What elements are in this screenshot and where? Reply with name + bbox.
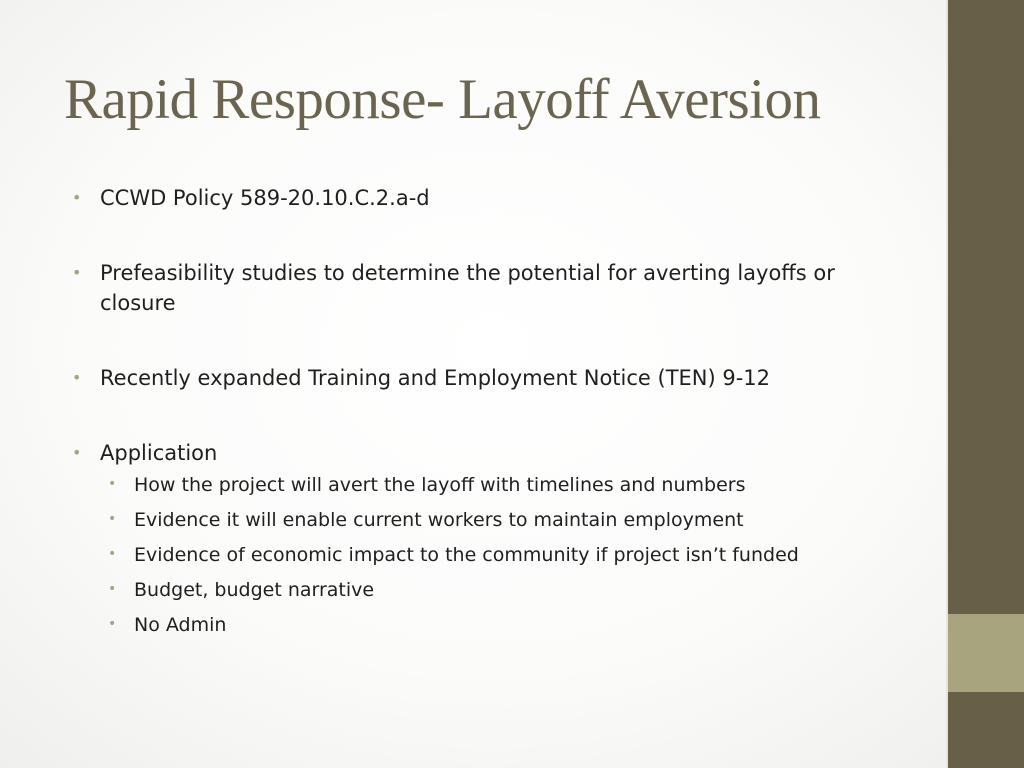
sub-bullet-item [72,505,912,535]
sub-bullet-dot-icon: • [108,511,117,527]
bullet-text: Prefeasibility studies to determine the potential for averting layoffs or closure [100,261,835,315]
sub-bullet-text: How the project will avert the layoff with timelines and numbers [134,474,746,496]
bullet-list [72,183,912,645]
sub-bullet-item [72,540,912,570]
bullet-text: CCWD Policy 589-20.10.C.2.a-d [100,186,430,210]
bullet-dot-icon: • [72,368,82,387]
bullet-item [72,258,912,318]
sub-bullet-dot-icon: • [108,476,117,492]
bullet-dot-icon: • [72,263,82,282]
sub-bullet-text: No Admin [134,614,227,636]
bullet-text: Application [100,441,218,465]
sub-bullet-text: Budget, budget narrative [134,579,375,601]
bullet-dot-icon: • [72,188,82,207]
sub-bullet-list [72,470,912,640]
sub-bullet-text: Evidence of economic impact to the community if project isn’t funded [134,544,799,566]
sub-bullet-item [72,470,912,500]
sub-bullet-text: Evidence it will enable current workers to maintain employment [134,509,744,531]
sub-bullet-dot-icon: • [108,616,117,632]
bullet-text: Recently expanded Training and Employment Notice (TEN) 9-12 [100,366,771,390]
slide-title: Rapid Response- Layoff Aversion [64,68,821,131]
bullet-item [72,363,912,393]
sub-bullet-dot-icon: • [108,546,117,562]
bullet-item-application [72,438,912,468]
sub-bullet-item [72,610,912,640]
decorative-sidebar-accent [948,614,1024,692]
sub-bullet-dot-icon: • [108,581,117,597]
bullet-dot-icon: • [72,443,82,462]
bullet-item [72,183,912,213]
sub-bullet-item [72,575,912,605]
